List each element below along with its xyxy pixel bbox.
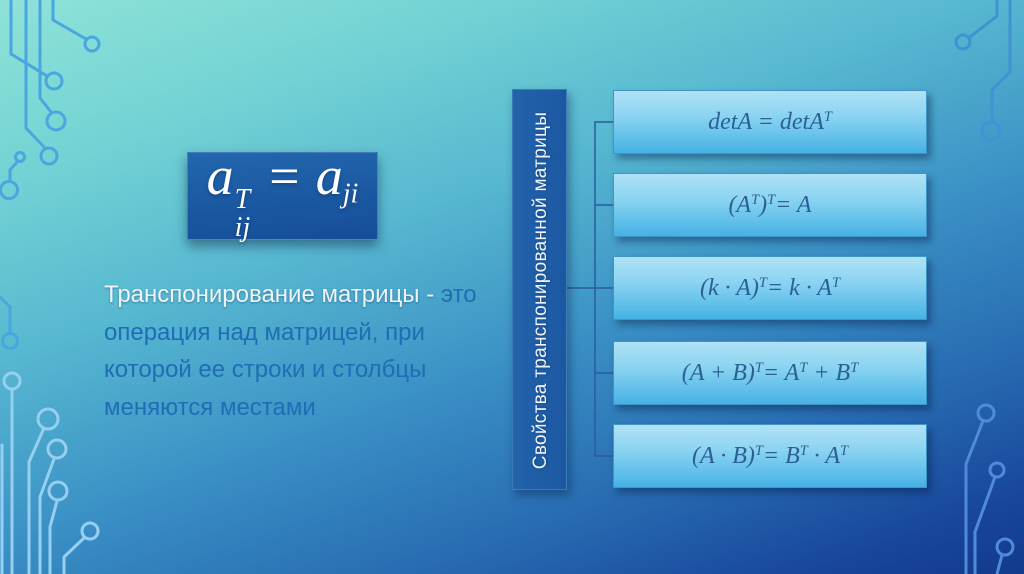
property-formula: $(A + B)^T= A^T + B^T$ <box>681 360 859 386</box>
definition-line-4: меняются местами <box>104 393 316 421</box>
circuit-decoration-top-right <box>956 0 1010 140</box>
definition-paragraph <box>104 276 534 426</box>
properties-group-label: Свойства транспонированной матрицы <box>529 111 551 470</box>
property-formula: $(A^T)^T= A$ <box>728 192 812 218</box>
definition-line-1: Транспонирование матрицы - это <box>104 281 477 308</box>
definition-highlight: Транспонирование матрицы - <box>104 281 441 308</box>
property-formula: $(k \cdot A)^T= k \cdot A^T$ <box>700 275 840 301</box>
property-connector-lines <box>567 122 613 456</box>
definition-line-2: операция над матрицей, при <box>104 318 425 346</box>
property-formula: detA = detA$^T$ <box>708 109 832 135</box>
properties-group-label-box <box>512 89 567 490</box>
definition-line-3: которой ее строки и столбцы <box>104 356 427 383</box>
definition-formula: a T ij = $a_{ji}$ <box>206 146 359 244</box>
property-formula: $(A \cdot B)^T= B^T \cdot A^T$ <box>691 443 848 469</box>
definition-formula-card <box>187 146 378 244</box>
circuit-decoration-bottom-left <box>2 373 98 574</box>
property-card-double-transpose <box>613 173 927 237</box>
property-card-determinant <box>613 90 927 154</box>
property-card-sum <box>613 341 927 405</box>
circuit-decoration-bottom-right <box>966 405 1013 574</box>
property-card-product <box>613 424 927 488</box>
property-card-scalar-multiple <box>613 256 927 320</box>
circuit-decoration-top-left <box>0 0 99 349</box>
